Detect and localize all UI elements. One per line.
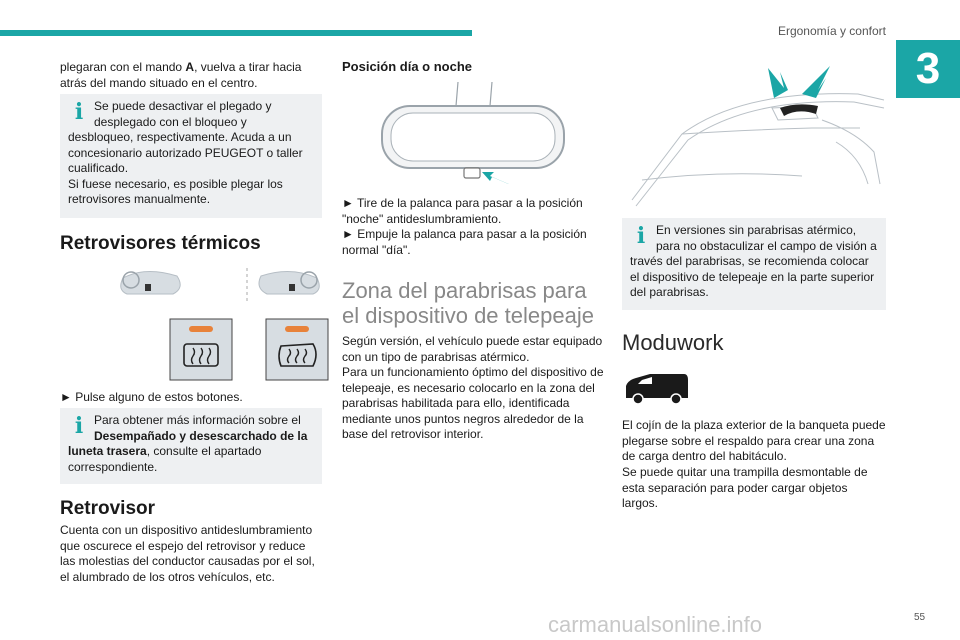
step-pull-night: ► Tire de la palanca para pasar a la posición "noche" antideslumbramiento. [342,196,583,226]
marker-arrow-left-icon [768,68,788,98]
intro-paragraph: plegaran con el mando A, vuelva a tirar hacia atrás del mando situado en el centro. [60,60,302,90]
mirror-defrost-button-icon [266,319,328,380]
heading-toll-zone: Zona del parabrisas para el dispositivo de telepeaje [342,278,594,328]
door-mirror-left-icon [121,271,180,294]
info-icon: i [74,413,84,439]
door-mirror-right-icon [259,271,319,294]
step-push-day: ► Empuje la palanca para pasar a la posición normal "día". [342,227,587,257]
moduwork-text-2: Se puede quitar una trampilla desmontable de esta separación para poder cargar objetos largos. [622,465,868,510]
windshield-illustration [622,60,886,210]
marker-arrow-right-icon [802,66,830,98]
interior-mirror-illustration [378,80,568,190]
heading-moduwork: Moduwork [622,330,724,355]
heading-heated-mirrors: Retrovisores térmicos [60,233,261,254]
heading-day-night: Posición día o noche [342,59,473,74]
step-press-button: ► Pulse alguno de estos botones. [60,390,243,404]
toll-zone-text-2: Para un funcionamiento óptimo del dispositivo de telepeaje, es necesario colocarlo en la zona del parabrisas habilitada para ello, identificada mediante unos puntos negros alrededor de la base del retrovisor interior. [342,365,604,441]
header-accent-bar [0,30,472,36]
chapter-number: 3 [896,40,960,98]
heated-mirror-illustration [115,268,335,388]
rear-defrost-button-icon [170,319,232,380]
info-box-defrost: i Para obtener más información sobre el Desempañado y desescarchado de la luneta trasera, consulte el apartado correspondiente. [60,408,322,484]
info-box-folding: i Se puede desactivar el plegado y desplegado con el bloqueo y desbloqueo, respectivamente. Acuda a un concesionario autorizado PEUGEOT o taller cualificado. Si fuese necesario, es posible plegar los retrovisores manualmente. [60,94,322,218]
heading-rearview-mirror: Retrovisor [60,498,156,519]
pull-arrow-icon [482,172,518,188]
rearview-mirror-text: Cuenta con un dispositivo antideslumbramiento que oscurece el espejo del retrovisor y reduce las molestias del conductor causadas por el sol, el alumbrado de los otros vehículos, etc. [60,523,315,584]
watermark: carmanualsonline.info [548,612,763,637]
info-icon: i [636,223,646,249]
info-box-toll: i En versiones sin parabrisas atérmico, para no obstaculizar el campo de visión a través del parabrisas, se recomienda colocar el dispositivo de telepeaje en la parte superior del parabrisas. [622,218,886,310]
page-number: 55 [914,612,926,623]
section-title: Ergonomía y confort [777,24,886,38]
info-icon: i [74,99,84,125]
van-icon [622,372,690,406]
moduwork-text-1: El cojín de la plaza exterior de la banqueta puede plegarse sobre el respaldo para crear una zona de carga dentro del habitáculo. [622,418,886,463]
toll-zone-text-1: Según versión, el vehículo puede estar equipado con un tipo de parabrisas atérmico. [342,334,603,364]
